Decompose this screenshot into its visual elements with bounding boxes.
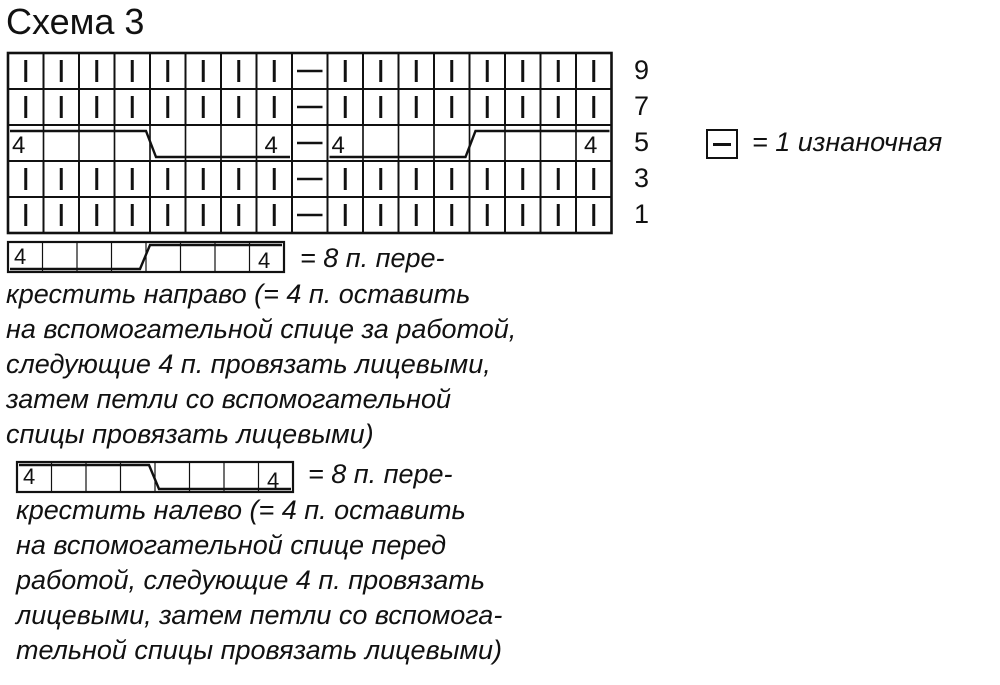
cable-count-label: 4 bbox=[264, 132, 278, 159]
cable-icon-label: 4 bbox=[23, 464, 36, 489]
cable-left-legend-line: на вспомогательной спице перед bbox=[16, 530, 447, 560]
chart-cell bbox=[399, 125, 435, 161]
row-number: 7 bbox=[634, 91, 650, 121]
cable-icon-label: 4 bbox=[267, 468, 280, 493]
cable-count-label: 4 bbox=[584, 132, 598, 159]
cable-right-legend-line: = 8 п. пере- bbox=[300, 243, 445, 273]
chart-cell bbox=[363, 125, 399, 161]
cable-right-legend-line: на вспомогательной спице за работой, bbox=[6, 314, 517, 344]
purl-symbol-icon bbox=[706, 129, 738, 159]
chart-cell bbox=[186, 125, 222, 161]
row-number: 3 bbox=[634, 163, 650, 193]
row-number: 1 bbox=[634, 199, 650, 229]
cable-left-icon bbox=[17, 462, 293, 493]
row-number: 9 bbox=[634, 55, 650, 85]
cable-count-label: 4 bbox=[12, 132, 26, 159]
cable-left-legend-line: тельной спицы провязать лицевыми) bbox=[16, 635, 503, 665]
cable-left-legend-line: работой, следующие 4 п. провязать bbox=[16, 565, 485, 595]
purl-legend-text: = 1 изнаночная bbox=[752, 127, 943, 157]
cable-icon-label: 4 bbox=[14, 244, 27, 269]
cable-left-legend-line: = 8 п. пере- bbox=[308, 459, 453, 489]
chart-title: Схема 3 bbox=[6, 1, 145, 42]
chart-cell bbox=[221, 125, 257, 161]
chart-cell bbox=[434, 125, 470, 161]
cable-right-icon bbox=[8, 242, 284, 273]
cable-right-legend-line: крестить направо (= 4 п. оставить bbox=[6, 279, 471, 309]
cable-icon-label: 4 bbox=[258, 248, 271, 273]
row-number: 5 bbox=[634, 127, 650, 157]
cable-count-label: 4 bbox=[331, 132, 345, 159]
cable-right-legend-line: следующие 4 п. провязать лицевыми, bbox=[6, 349, 491, 379]
cable-left-legend-line: лицевыми, затем петли со вспомога- bbox=[16, 600, 503, 630]
cable-right-legend-line: спицы провязать лицевыми) bbox=[6, 419, 374, 449]
cable-right-legend-line: затем петли со вспомогательной bbox=[6, 384, 452, 414]
cable-left-legend-line: крестить налево (= 4 п. оставить bbox=[16, 495, 466, 525]
chart-grid bbox=[8, 53, 612, 233]
